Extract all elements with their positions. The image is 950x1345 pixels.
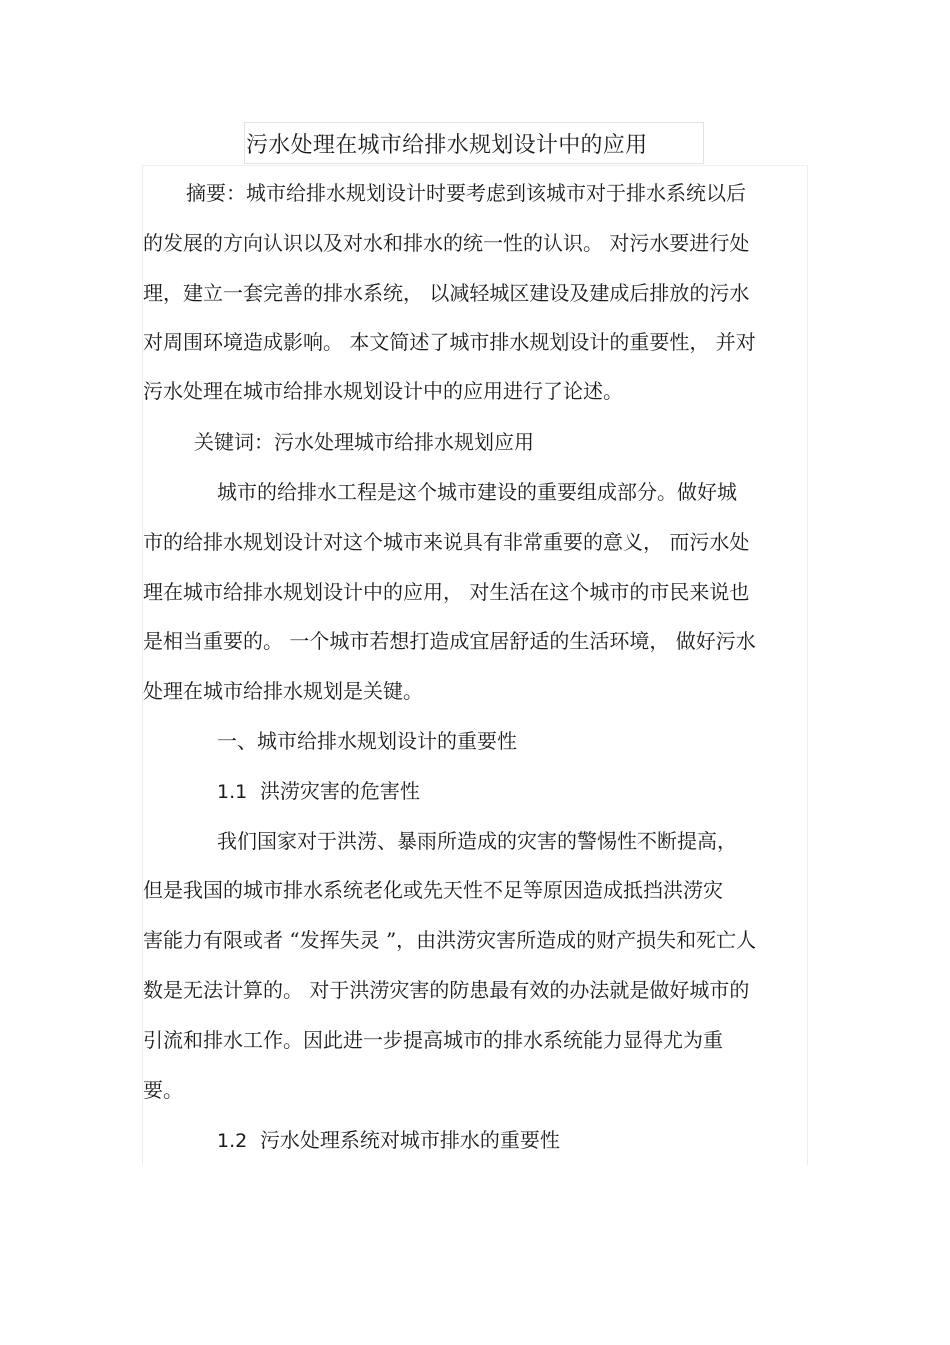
section-heading-1: 一、城市给排水规划设计的重要性 [217, 729, 517, 753]
keywords-line: 关键词：污水处理城市给排水规划应用 [194, 430, 534, 454]
abstract-line-2: 的发展的方向认识以及对水和排水的统一性的认识。 对污水要进行处 [143, 231, 750, 255]
body-line-3: 害能力有限或者 “发挥失灵 ”，由洪涝灾害所造成的财产损失和死亡人 [143, 928, 757, 952]
abstract-line-3: 理，建立一套完善的排水系统， 以减轻城区建设及建成后排放的污水 [143, 281, 750, 305]
abstract-line-5: 污水处理在城市给排水规划设计中的应用进行了论述。 [143, 379, 623, 403]
intro-line-2: 市的给排水规划设计对这个城市来说具有非常重要的意义， 而污水处 [143, 530, 750, 554]
body-line-4: 数是无法计算的。 对于洪涝灾害的防患最有效的办法就是做好城市的 [143, 978, 750, 1002]
intro-line-5: 处理在城市给排水规划是关键。 [143, 679, 423, 703]
subsection-title: 洪涝灾害的危害性 [259, 779, 420, 803]
body-line-2: 但是我国的城市排水系统老化或先天性不足等原因造成抵挡洪涝灾 [143, 878, 723, 902]
subsection-heading-1-1 [217, 776, 420, 807]
intro-line-1: 城市的给排水工程是这个城市建设的重要组成部分。做好城 [217, 480, 737, 504]
abstract-line-1: 摘要：城市给排水规划设计时要考虑到该城市对于排水系统以后 [186, 181, 746, 205]
body-line-6: 要。 [143, 1078, 183, 1102]
subsection-heading-1-2 [217, 1125, 560, 1156]
content-frame [142, 165, 808, 1165]
body-line-5: 引流和排水工作。因此进一步提高城市的排水系统能力显得尤为重 [143, 1028, 723, 1052]
subsection-number: 1.1 [217, 781, 248, 803]
body-line-1: 我们国家对于洪涝、暴雨所造成的灾害的警惕性不断提高， [217, 829, 737, 853]
abstract-line-4: 对周围环境造成影响。 本文简述了城市排水规划设计的重要性， 并对 [143, 330, 756, 354]
subsection-title: 污水处理系统对城市排水的重要性 [259, 1128, 560, 1152]
intro-line-3: 理在城市给排水规划设计中的应用， 对生活在这个城市的市民来说也 [143, 580, 750, 604]
subsection-number: 1.2 [217, 1130, 248, 1152]
document-title: 污水处理在城市给排水规划设计中的应用 [246, 133, 648, 158]
intro-line-4: 是相当重要的。 一个城市若想打造成宜居舒适的生活环境， 做好污水 [143, 629, 756, 653]
